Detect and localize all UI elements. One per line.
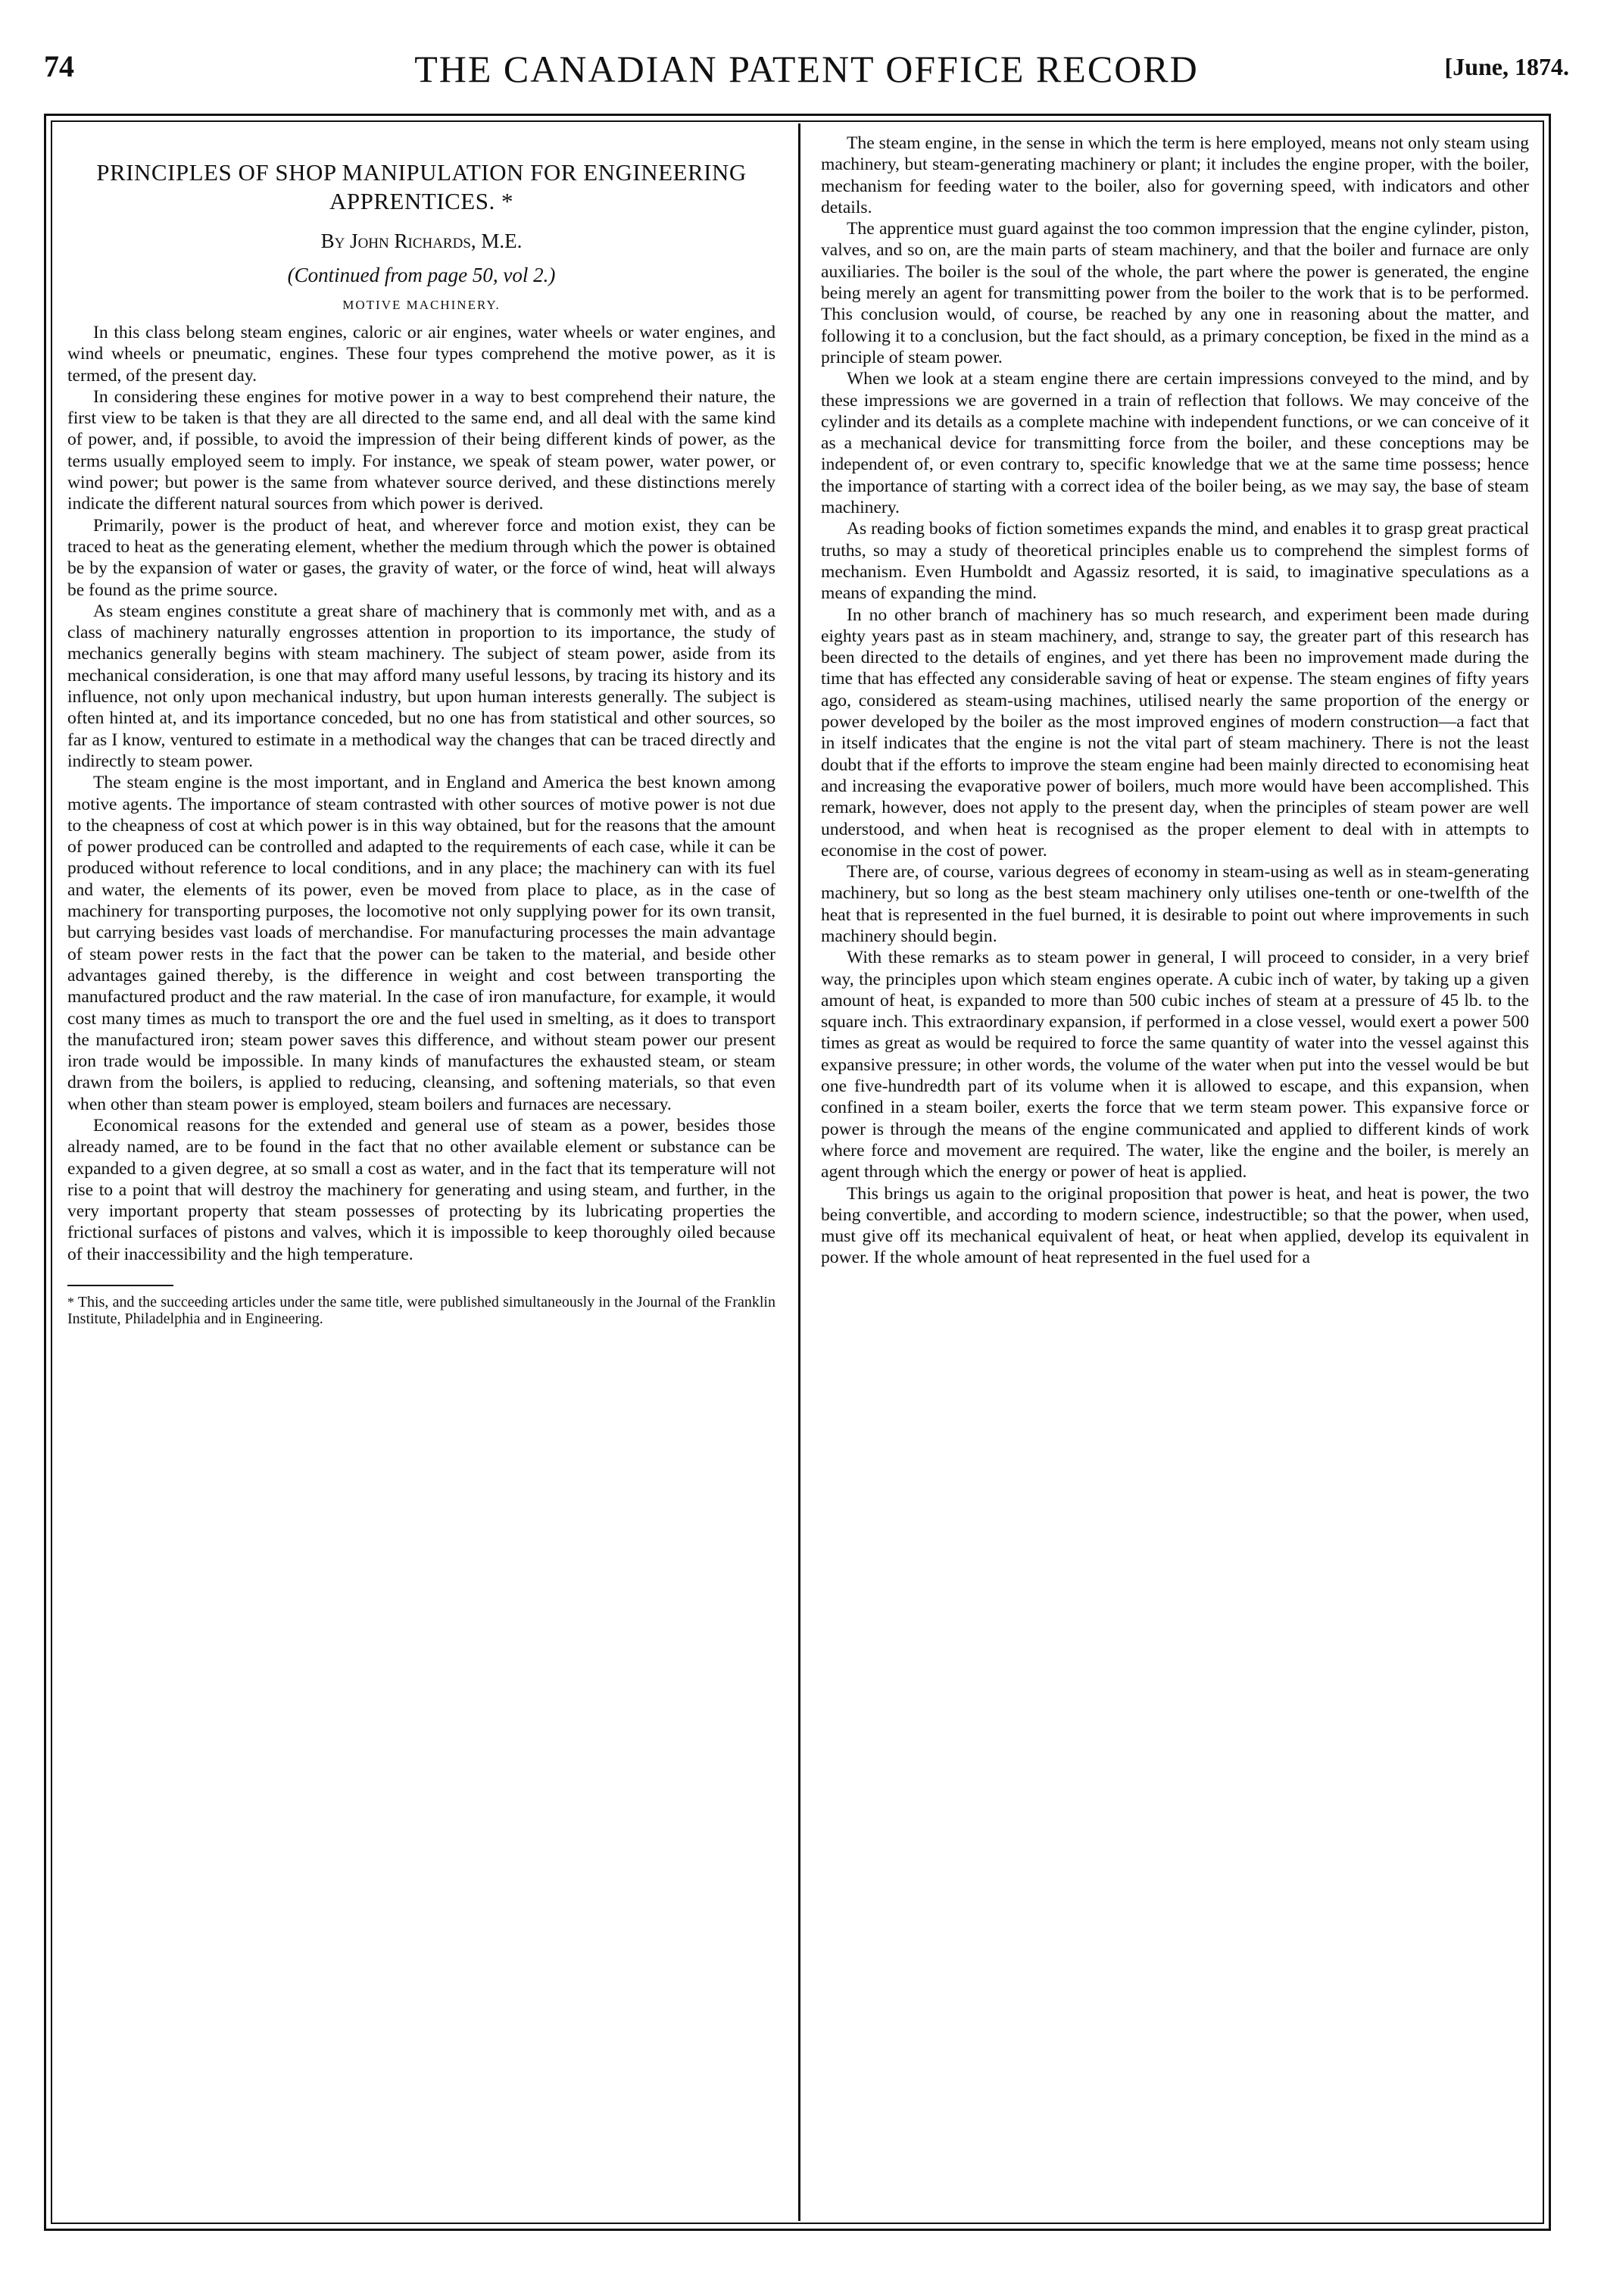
paragraph: In no other branch of machinery has so much research, and experiment been made during eighty years past as in steam machinery, and, strange to say, the greater part of this research has been directed to the details of engines, and yet there has been no improvement made during the time that has effected any considerable saving of heat or expense. The steam engines of fifty years ago, considered as steam-using machines, utilised nearly the same proportion of the energy or power developed by the boiler as the most improved engines of modern construction—a fact that in itself indicates that the engine is not the vital part of steam machinery. There is not the least doubt that if the efforts to improve the steam engine had been mainly directed to economising heat and increasing the evaporative power of boilers, much more would have been accomplished. This remark, however, does not apply to the present day, when the principles of steam power are well understood, and when heat is recognised as the proper element to deal with in attempts to economise in the cost of power. — [821, 604, 1529, 861]
left-column — [67, 133, 775, 2212]
footnote-rule — [67, 1285, 173, 1286]
paragraph: This brings us again to the original proposition that power is heat, and heat is power, the two being convertible, and according to modern science, indestructible; so that the power, when used, must give off its mechanical equivalent of heat, or heat when applied, develop its equivalent in power. If the whole amount of heat represented in the fuel used for a — [821, 1183, 1529, 1268]
column-divider — [798, 123, 800, 2221]
section-heading: MOTIVE MACHINERY. — [342, 298, 501, 312]
paragraph: As steam engines constitute a great share of machinery that is commonly met with, and as a class of machinery naturally engrosses attention in proportion to its importance, the study of mechanics generally begins with steam machinery. The subject of steam power, aside from its mechanical consideration, is one that may afford many useful lessons, by tracing its history and its influence, not only upon mechanical industry, but upon human interests generally. The subject is often hinted at, and its importance conceded, but no one has from statistical and other sources, so far as I know, ventured to estimate in a methodical way the changes that can be traced directly and indirectly to steam power. — [67, 601, 775, 771]
paragraph: When we look at a steam engine there are certain impressions conveyed to the mind, and by these impressions we are governed in a train of reflection that follows. We may conceive of the cylinder and its details as a complete machine with independent functions, or we can conceive of it as a mechanical device for transmitting force from the boiler, and these conceptions may be independent of, or even contrary to, specific knowledge that we at the same time possess; hence the importance of starting with a correct idea of the boiler being, as we may say, the base of steam machinery. — [821, 369, 1529, 518]
article-frame — [44, 114, 1551, 2231]
footnote-mark: * — [67, 1295, 74, 1310]
paragraph: Economical reasons for the extended and general use of steam as a power, besides those already named, are to be found in the fact that no other available element or substance can be expanded to a given degree, at so small a cost as water, and in the fact that its temperature will not rise to a point that will destroy the machinery for generating and using steam, and further, in the very important property that steam possesses of protecting by its lubricating properties the frictional surfaces of pistons and valves, which it is impossible to keep thoroughly oiled because of their inaccessibility and the high temperature. — [67, 1115, 775, 1264]
continued-note: (Continued from page 50, vol 2.) — [287, 264, 556, 286]
paragraph: As reading books of fiction sometimes expands the mind, and enables it to grasp great practical truths, so may a study of theoretical principles enable us to comprehend the simplest forms of mechanism. Even Humboldt and Agassiz resorted, it is said, to imaginative speculations as a means of expanding the mind. — [821, 519, 1529, 604]
running-head — [44, 47, 1569, 100]
paragraph: The steam engine, in the sense in which the term is here employed, means not only steam using machinery, but steam-generating machinery or plant; it includes the engine proper, with the boiler, mechanism for feeding water to the boiler, also for governing speed, with indicators and other details. — [821, 133, 1529, 217]
issue-date: [June, 1874. — [1444, 53, 1569, 80]
right-column — [821, 133, 1529, 2212]
byline: By John Richards, M.E. — [320, 230, 523, 252]
paragraph: The apprentice must guard against the too common impression that the engine cylinder, piston, valves, and so on, are the main parts of steam machinery, and that the boiler and furnace are only auxiliaries. The boiler is the soul of the whole, the part where the power is generated, the engine being merely an agent for transmitting power from the boiler to the work that is to be performed. This conclusion would, of course, be reached by any one in reasoning about the matter, and following it to a conclusion, but the fact should, as a primary conception, be fixed in the mind as a principle of steam power. — [821, 219, 1529, 367]
footnote — [67, 1294, 775, 1327]
page-number: 74 — [44, 49, 74, 83]
paragraph: The steam engine is the most important, and in England and America the best known among motive agents. The importance of steam contrasted with other sources of motive power is not due to the cheapness of cost at which power is in this way obtained, but for the reasons that the amount of power produced can be controlled and adapted to the requirements of each case, while it can be produced without reference to local conditions, and in any place; the machinery can with its fuel and water, the elements of its power, even be moved from place to place, as in the case of machinery for transporting purposes, the locomotive not only supplying power for its own transit, but carrying besides vast loads of merchandise. For manufacturing processes the main advantage of steam power rests in the fact that the power can be taken to the material, and beside other advantages gained thereby, is the difference in weight and cost between transporting the manufactured product and the raw material. In the case of iron manufacture, for example, it would cost many times as much to transport the ore and the fuel used in smelting, as it does to transport the manufactured iron; steam power saves this difference, and without steam power our present iron trade would be impossible. In many kinds of manufactures the exhausted steam, or steam drawn from the boilers, is applied to reducing, cleansing, and softening materials, so that even when other than steam power is employed, steam boilers and furnaces are necessary. — [67, 773, 775, 1114]
article-title: PRINCIPLES OF SHOP MANIPULATION FOR ENGINEERING APPRENTICES. * — [96, 159, 747, 214]
paragraph: With these remarks as to steam power in general, I will proceed to consider, in a very brief way, the principles upon which steam engines operate. A cubic inch of water, by taking up a given amount of heat, is expanded to more than 500 cubic inches of steam at a pressure of 45 lb. to the square inch. This extraordinary expansion, if performed in a close vessel, would exert a power 500 times as great as would be required to force the same quantity of water into the vessel against this expansive pressure; in other words, the volume of the water when put into the vessel would be but one five-hundredth part of its volume when it is allowed to escape, and this expansion, when confined in a steam boiler, exerts the force that we term steam power. This expansive force or power is through the means of the engine communicated and applied to different kinds of work where force and movement are required. The water, like the engine and the boiler, is merely an agent through which the energy or power of heat is applied. — [821, 948, 1529, 1182]
paragraph: In this class belong steam engines, caloric or air engines, water wheels or water engines, and wind wheels or pneumatic, engines. These four types comprehend the motive power, as it is termed, of the present day. — [67, 323, 775, 386]
paragraph: Primarily, power is the product of heat, and wherever force and motion exist, they can be traced to heat as the generating element, whether the medium through which the power is obtained be by the expansion of water or gases, the gravity of water, or the force of wind, heat will always be found as the prime source. — [67, 515, 775, 600]
footnote-text: This, and the succeeding articles under the same title, were published simultaneously in the Journal of the Franklin Institute, Philadelphia and in Engineering. — [67, 1294, 775, 1328]
journal-title: THE CANADIAN PATENT OFFICE RECORD — [414, 48, 1199, 90]
paragraph: In considering these engines for motive power in a way to best comprehend their nature, the first view to be taken is that they are all directed to the same end, and all deal with the same kind of power, and, if possible, to avoid the impression of their being different kinds of power, as the terms usually employed seem to imply. For instance, we speak of steam power, water power, or wind power; but power is the same from whatever source derived, and these distinctions merely indicate the different natural sources from which power is derived. — [67, 386, 775, 514]
paragraph: There are, of course, various degrees of economy in steam-using as well as in steam-generating machinery, but so long as the best steam machinery only utilises one-tenth or one-twelfth of the heat that is represented in the fuel burned, it is desirable to point out where improvements in such machinery should begin. — [821, 862, 1529, 946]
